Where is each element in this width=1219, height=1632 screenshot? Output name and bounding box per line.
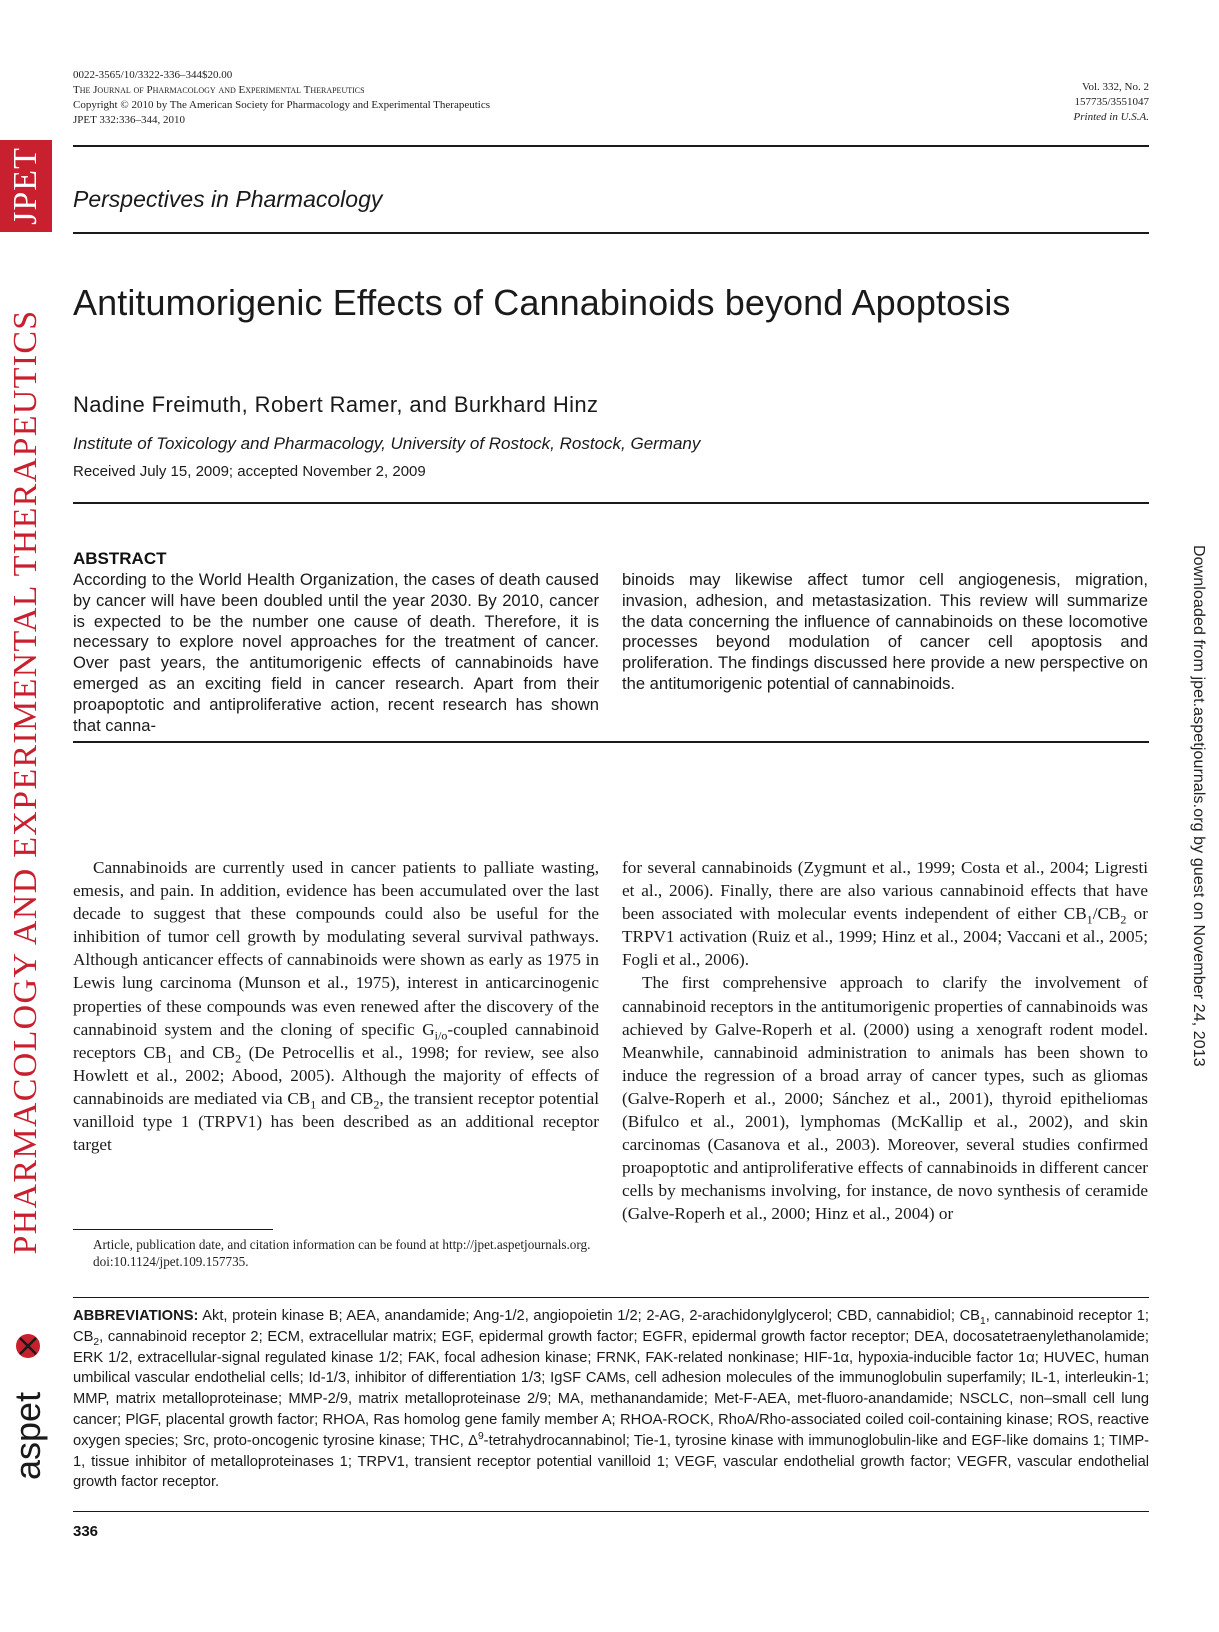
section-label: Perspectives in Pharmacology xyxy=(73,186,383,212)
printed-line: Printed in U.S.A. xyxy=(1073,111,1149,123)
footnote-doi: doi:10.1124/jpet.109.157735. xyxy=(93,1253,249,1269)
abstract-rule xyxy=(73,741,1149,743)
body-column-2 xyxy=(622,856,1148,1226)
volume-line: Vol. 332, No. 2 xyxy=(1081,81,1149,93)
abstract-heading: ABSTRACT xyxy=(73,549,167,568)
journal-header-right xyxy=(1074,80,1149,125)
side-journal-title-text: PHARMACOLOGY AND EXPERIMENTAL THERAPEUTICS xyxy=(7,309,44,1255)
article-title: Antitumorigenic Effects of Cannabinoids beyond Apoptosis xyxy=(73,282,1011,323)
abbreviations-bottom-rule xyxy=(73,1511,1149,1512)
abbreviations-label: ABBREVIATIONS: xyxy=(73,1308,199,1324)
paragraph-1: Cannabinoids are currently used in cancer patients to palliate wasting, emesis, and pain. In addition, evidence has been accumulated over the last decade to suggest that these compounds could also be useful for the inhibition of tumor cell growth by modulating several survival pathways. Although anticancer effects of cannabinoids were shown as early as 1975 in Lewis lung carcinoma (Munson et al., 1975), interest in anticarcinogenic properties of these compounds was even renewed after the discovery of the cannabinoid system and the cloning of specific $G_{i/o}$-coupled cannabinoid receptors $CB_1$ and $CB_2$ (De Petrocellis et al., 1998; for review, see also Howlett et al., 2002; Abood, 2005). Although the majority of effects of cannabinoids are mediated via $CB_1$ and $CB_2$, the transient receptor potential vanilloid type 1 (TRPV1) has been described as an additional receptor target xyxy=(73,858,600,1155)
issn-code: 0022-3565/10/3322-336–344$20.00 xyxy=(73,69,233,81)
journal-name: The Journal of Pharmacology and Experimental Therapeutics xyxy=(73,84,365,96)
footnote xyxy=(73,1237,599,1270)
abbreviations-top-rule xyxy=(73,1297,1149,1298)
aspet-logo-text: aspet xyxy=(7,1391,48,1480)
abstract-column-1: According to the World Health Organization, the cases of death caused by cancer will have been doubled until the year 2030. By 2010, cancer is expected to be the number one cause of death. Therefore, it is necessary to explore novel approaches for the treatment of cancer. Over past years, the antitumorigenic effects of cannabinoids have emerged as an exciting field in cancer research. Apart from their proapoptotic and antiproliferative action, recent research has shown that canna- xyxy=(73,570,599,735)
jpet-label: JPET xyxy=(7,147,44,225)
authors: Nadine Freimuth, Robert Ramer, and Burkhard Hinz xyxy=(73,392,599,417)
footnote-rule xyxy=(73,1229,273,1230)
journal-header-left xyxy=(73,68,490,128)
title-rule xyxy=(73,502,1149,504)
footnote-line-1: Article, publication date, and citation information can be found at http://jpet.aspetjournals.org. xyxy=(93,1237,591,1252)
abstract-column-2: binoids may likewise affect tumor cell angiogenesis, migration, invasion, adhesion, and metastasization. This review will summarize the data concerning the influence of cannabinoids on these locomotive processes beyond modulation of cancer cell apoptosis and proliferation. The findings discussed here provide a new perspective on the antitumorigenic potential of cannabinoids. xyxy=(622,570,1148,693)
article-id: 157735/3551047 xyxy=(1074,96,1149,108)
aspet-logo xyxy=(4,1330,48,1480)
jpet-badge xyxy=(0,140,52,232)
copyright-line: Copyright © 2010 by The American Society for Pharmacology and Experimental Therapeutics xyxy=(73,99,490,111)
affiliation: Institute of Toxicology and Pharmacology, University of Rostock, Rostock, Germany xyxy=(73,434,701,453)
citation-line: JPET 332:336–344, 2010 xyxy=(73,114,185,126)
abbreviations: ABBREVIATIONS: Akt, protein kinase B; AEA, anandamide; Ang-1/2, angiopoietin 1/2; 2-AG, 2-arachidonylglycerol; CBD, cannabidiol; $CB_1$, cannabinoid receptor 1; $CB_2$, cannabinoid receptor 2; ECM, extracellular matrix; EGF, epidermal growth factor; EGFR, epidermal growth factor receptor; DEA, docosatetraenylethanolamide; ERK 1/2, extracellular-signal regulated kinase 1/2; FAK, focal adhesion kinase; FRNK, FAK-related nonkinase; HIF-1α, hypoxia-inducible factor 1α; HUVEC, human umbilical vascular endothelial cells; Id-1/3, inhibitor of differentiation 1/3; IgSF CAMs, cell adhesion molecules of the immunoglobulin superfamily; IL-1, interleukin-1; MMP, matrix metalloproteinase; MMP-2/9, matrix metalloproteinase 2/9; MA, methanandamide; Met-F-AEA, met-fluoro-anandamide; NSCLC, non–small cell lung cancer; PlGF, placental growth factor; RHOA, Ras homolog gene family member A; RHOA-ROCK, RhoA/Rho-associated coiled coil-containing kinase; ROS, reactive oxygen species; Src, proto-oncogenic tyrosine kinase; THC, $\Delta^9$-tetrahydrocannabinol; Tie-1, tyrosine kinase with immunoglobulin-like and EGF-like domains 1; TIMP-1, tissue inhibitor of metalloproteinases 1; TRPV1, transient receptor potential vanilloid 1; VEGF, vascular endothelial growth factor; VEGFR, vascular endothelial growth factor receptor. xyxy=(73,1308,1150,1491)
body-column-1 xyxy=(73,856,599,1156)
page-number: 336 xyxy=(73,1523,99,1540)
header-rule xyxy=(73,145,1149,147)
received-dates: Received July 15, 2009; accepted November 2, 2009 xyxy=(73,463,426,480)
section-rule xyxy=(73,232,1149,234)
paragraph-2: The first comprehensive approach to clarify the involvement of cannabinoid receptors in the antitumorigenic properties of cannabinoids was achieved by Galve-Roperh et al. (2000) using a xenograft rodent model. Meanwhile, cannabinoid administration to animals has been shown to induce the regression of a broad array of cancer types, such as gliomas (Galve-Roperh et al., 2000; Sánchez et al., 2001), thyroid epitheliomas (Bifulco et al., 2001), lymphomas (McKallip et al., 2002), and skin carcinomas (Casanova et al., 2003). Moreover, several studies confirmed proapoptotic and antiproliferative effects of cannabinoids in different cancer cells by mechanisms involving, for instance, de novo synthesis of ceramide (Galve-Roperh et al., 2000; Hinz et al., 2004) or xyxy=(622,973,1148,1224)
download-note-text: Downloaded from jpet.aspetjournals.org by guest on November 24, 2013 xyxy=(1190,545,1207,1067)
paragraph-1-continued: for several cannabinoids (Zygmunt et al., 1999; Costa et al., 2004; Ligresti et al., 2006). Finally, there are also various cannabinoid effects that have been associated with molecular events independent of either $CB_1/CB_2$ or TRPV1 activation (Ruiz et al., 1999; Hinz et al., 2004; Vaccani et al., 2005; Fogli et al., 2006). xyxy=(622,858,1148,970)
